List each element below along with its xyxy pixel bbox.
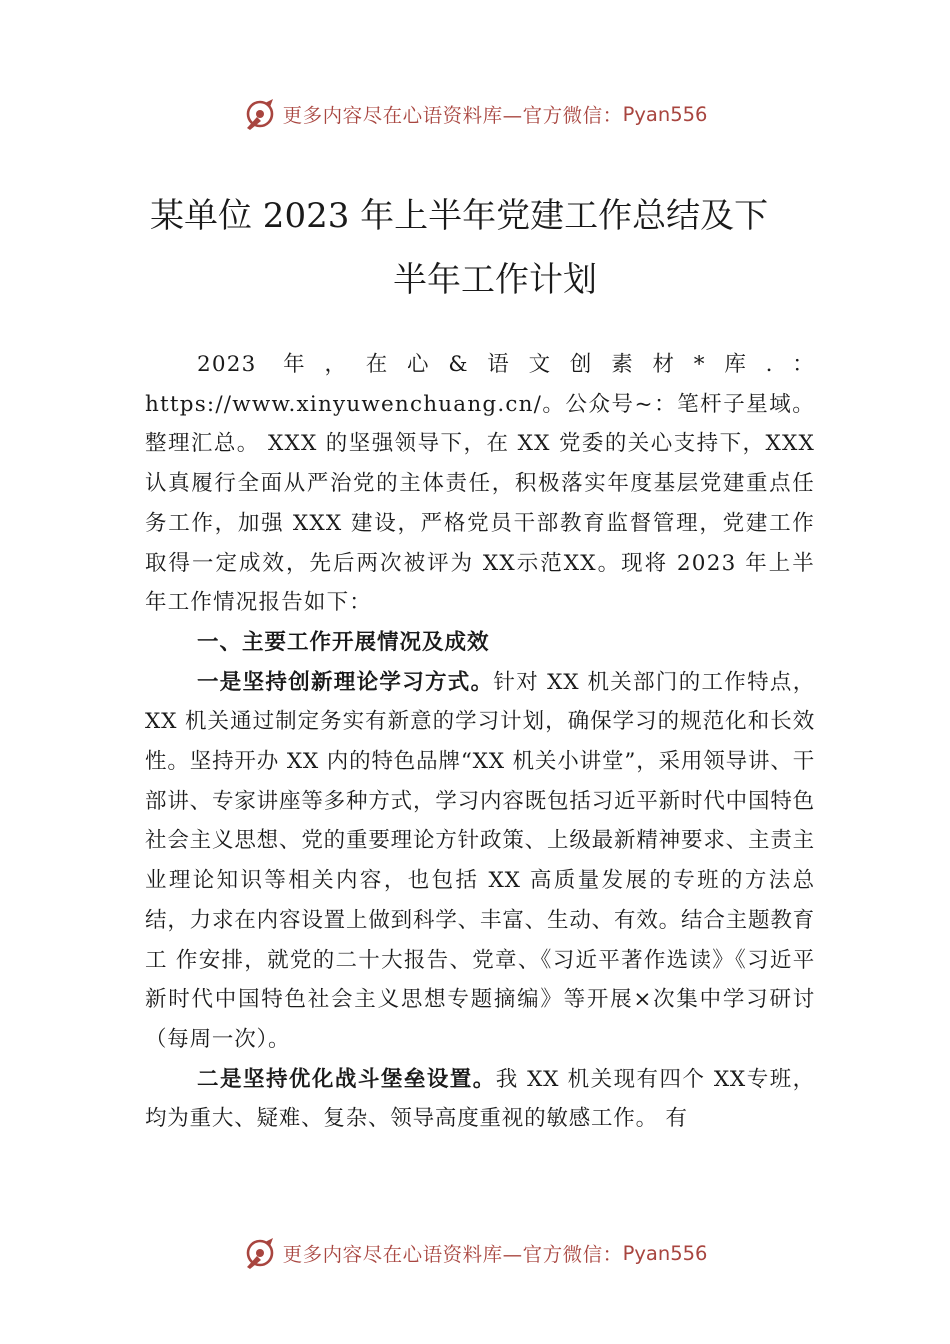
intro-paragraph: 2023 年，在心&语文创素材*库.：https://www.xinyuwenchuang.cn/。公众号~：笔杆子星域。整理汇总。 XXX 的坚强领导下，在 XX 党委的关心支持下，XXX 认真履行全面从严治党的主体责任，积极落实年度基层党建重点任务工作，加强 XXX 建设，严格党员干部教育监督管理，党建工作取得一定成效，先后两次被评为 XX示范XX。现将 2023 年上半年工作情况报告如下： <box>145 352 815 616</box>
paragraph-3 <box>145 1060 815 1139</box>
banner-text: 更多内容尽在心语资料库—官方微信： <box>282 104 623 127</box>
document-title-line-1: 某单位 2023 年上半年党建工作总结及下 <box>150 196 769 236</box>
document-body <box>145 345 815 1139</box>
banner-text: 更多内容尽在心语资料库—官方微信： <box>282 1243 623 1266</box>
paragraph-3-lead: 二是坚持优化战斗堡垒设置。 <box>197 1066 496 1092</box>
banner-wechat-id: Pyan556 <box>622 102 708 126</box>
paragraph-3-body: 我 XX 机关现有四个 XX专班，均为重大、疑难、复杂、领导高度重视的敏感工作。 有 <box>145 1066 815 1132</box>
paragraph-2 <box>145 663 815 1060</box>
pen-logo-icon <box>243 1236 277 1270</box>
banner-wechat-id: Pyan556 <box>622 1241 708 1265</box>
pen-logo-icon <box>243 97 277 131</box>
document-title-line-2: 半年工作计划 <box>393 260 597 300</box>
paragraph-2-lead: 一是坚持创新理论学习方式。 <box>197 669 494 695</box>
watermark-banner-top <box>0 94 950 134</box>
watermark-banner-bottom <box>0 1233 950 1273</box>
paragraph-2-body: 针对 XX 机关部门的工作特点，XX 机关通过制定务实有新意的学习计划，确保学习的规范化和长效性。坚持开办 XX 内的特色品牌“XX 机关小讲堂”，采用领导讲、干部讲、专家讲座等多种方式，学习内容既包括习近平新时代中国特色社会主义思想、党的重要理论方针政策、上级最新精神要求、主责主业理论知识等相关内容，也包括 XX 高质量发展的专班的方法总结，力求在内容设置上做到科学、丰富、生动、有效。结合主题教育工 作安排，就党的二十大报告、党章、《习近平著作选读》《习近平新时代中国特色社会主义思想专题摘编》等开展×次集中学习研讨（每周一次）。 <box>145 669 815 1052</box>
section-heading-1: 一、主要工作开展情况及成效 <box>197 629 490 655</box>
